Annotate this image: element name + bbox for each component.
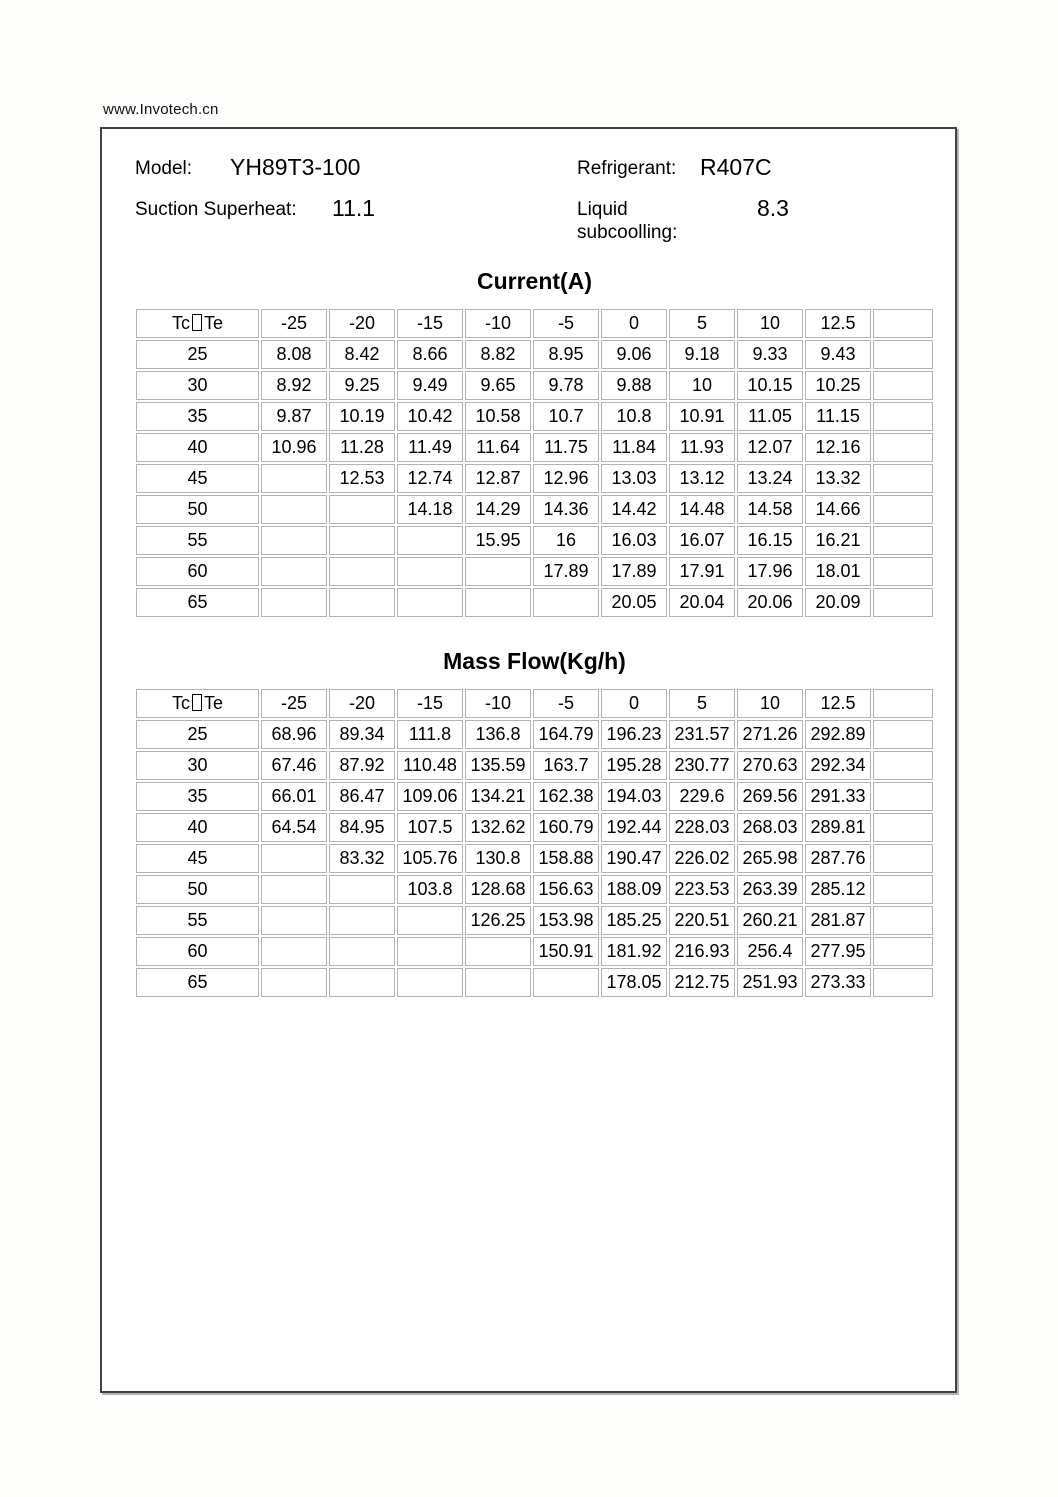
value-cell: 9.18 (669, 340, 735, 369)
value-cell: 12.07 (737, 433, 803, 462)
suction-superheat-label: Suction Superheat: (135, 199, 297, 220)
header-row (136, 689, 933, 718)
column-header-cell: -5 (533, 309, 599, 338)
value-cell: 16.03 (601, 526, 667, 555)
empty-cell (873, 433, 933, 462)
value-cell: 17.91 (669, 557, 735, 586)
value-cell (465, 588, 531, 617)
table-row (136, 751, 933, 780)
value-cell (261, 495, 327, 524)
value-cell (261, 968, 327, 997)
table-row (136, 813, 933, 842)
value-cell: 86.47 (329, 782, 395, 811)
header-row (136, 309, 933, 338)
value-cell: 9.25 (329, 371, 395, 400)
value-cell: 281.87 (805, 906, 871, 935)
value-cell: 8.66 (397, 340, 463, 369)
value-cell: 289.81 (805, 813, 871, 842)
empty-cell (873, 340, 933, 369)
row-label-cell: 50 (136, 875, 259, 904)
value-cell: 153.98 (533, 906, 599, 935)
value-cell: 162.38 (533, 782, 599, 811)
value-cell: 12.53 (329, 464, 395, 493)
value-cell: 11.64 (465, 433, 531, 462)
value-cell: 8.95 (533, 340, 599, 369)
value-cell: 20.09 (805, 588, 871, 617)
value-cell: 16 (533, 526, 599, 555)
value-cell: 14.42 (601, 495, 667, 524)
value-cell (533, 588, 599, 617)
empty-cell (873, 906, 933, 935)
value-cell: 134.21 (465, 782, 531, 811)
value-cell: 277.95 (805, 937, 871, 966)
value-cell: 12.87 (465, 464, 531, 493)
value-cell: 150.91 (533, 937, 599, 966)
value-cell: 220.51 (669, 906, 735, 935)
value-cell (329, 557, 395, 586)
empty-cell (873, 557, 933, 586)
empty-cell (873, 751, 933, 780)
value-cell: 11.28 (329, 433, 395, 462)
row-label-cell: 45 (136, 464, 259, 493)
value-cell: 13.24 (737, 464, 803, 493)
value-cell (261, 875, 327, 904)
value-cell (329, 588, 395, 617)
suction-superheat-value: 11.1 (332, 195, 376, 221)
value-cell: 17.89 (601, 557, 667, 586)
table-row (136, 588, 933, 617)
value-cell: 10.25 (805, 371, 871, 400)
value-cell: 9.49 (397, 371, 463, 400)
value-cell: 230.77 (669, 751, 735, 780)
row-label-cell: 45 (136, 844, 259, 873)
value-cell (261, 464, 327, 493)
value-cell: 12.96 (533, 464, 599, 493)
table-row (136, 875, 933, 904)
value-cell: 9.78 (533, 371, 599, 400)
value-cell (261, 588, 327, 617)
value-cell: 14.29 (465, 495, 531, 524)
refrigerant-value: R407C (700, 154, 772, 180)
column-header-cell: -25 (261, 689, 327, 718)
value-cell (329, 526, 395, 555)
value-cell: 16.15 (737, 526, 803, 555)
value-cell: 126.25 (465, 906, 531, 935)
value-cell: 9.87 (261, 402, 327, 431)
current-table-title: Current(A) (477, 268, 592, 294)
row-label-cell: 30 (136, 371, 259, 400)
value-cell: 136.8 (465, 720, 531, 749)
current-table-section (134, 267, 935, 619)
current-table (134, 307, 935, 619)
value-cell: 10.7 (533, 402, 599, 431)
value-cell: 8.08 (261, 340, 327, 369)
table-row (136, 782, 933, 811)
row-label-cell: 65 (136, 588, 259, 617)
value-cell: 185.25 (601, 906, 667, 935)
value-cell: 64.54 (261, 813, 327, 842)
value-cell (329, 495, 395, 524)
value-cell: 260.21 (737, 906, 803, 935)
value-cell: 8.42 (329, 340, 395, 369)
empty-header-cell (873, 689, 933, 718)
column-header-cell: 10 (737, 309, 803, 338)
value-cell: 11.93 (669, 433, 735, 462)
empty-cell (873, 875, 933, 904)
value-cell (397, 937, 463, 966)
column-header-cell: -25 (261, 309, 327, 338)
value-cell: 66.01 (261, 782, 327, 811)
column-header-cell: -20 (329, 309, 395, 338)
value-cell: 12.74 (397, 464, 463, 493)
table-row (136, 937, 933, 966)
table-row (136, 402, 933, 431)
value-cell: 292.34 (805, 751, 871, 780)
value-cell: 265.98 (737, 844, 803, 873)
corner-suffix: Te (203, 693, 223, 713)
empty-cell (873, 371, 933, 400)
value-cell: 273.33 (805, 968, 871, 997)
corner-prefix: Tc (171, 693, 190, 713)
value-cell: 20.06 (737, 588, 803, 617)
value-cell: 15.95 (465, 526, 531, 555)
value-cell: 160.79 (533, 813, 599, 842)
empty-cell (873, 720, 933, 749)
value-cell: 178.05 (601, 968, 667, 997)
value-cell: 263.39 (737, 875, 803, 904)
value-cell (261, 906, 327, 935)
value-cell (397, 906, 463, 935)
value-cell: 18.01 (805, 557, 871, 586)
corner-suffix: Te (203, 313, 223, 333)
value-cell: 14.18 (397, 495, 463, 524)
value-cell: 14.48 (669, 495, 735, 524)
value-cell: 216.93 (669, 937, 735, 966)
refrigerant-label: Refrigerant: (577, 158, 677, 179)
column-header-cell: 5 (669, 689, 735, 718)
value-cell: 8.92 (261, 371, 327, 400)
value-cell: 194.03 (601, 782, 667, 811)
value-cell: 9.65 (465, 371, 531, 400)
row-label-cell: 25 (136, 340, 259, 369)
row-label-cell: 35 (136, 782, 259, 811)
value-cell: 14.66 (805, 495, 871, 524)
table-row (136, 526, 933, 555)
column-header-cell: 0 (601, 309, 667, 338)
value-cell (465, 557, 531, 586)
value-cell (329, 968, 395, 997)
value-cell (261, 557, 327, 586)
value-cell: 128.68 (465, 875, 531, 904)
value-cell (397, 526, 463, 555)
liquid-subcooling-label: Liquid subcoolling: (577, 199, 678, 243)
table-row (136, 557, 933, 586)
value-cell: 269.56 (737, 782, 803, 811)
value-cell (329, 937, 395, 966)
massflow-table-title: Mass Flow(Kg/h) (443, 648, 626, 674)
row-label-cell: 30 (136, 751, 259, 780)
value-cell: 10.58 (465, 402, 531, 431)
table-row (136, 844, 933, 873)
value-cell: 13.12 (669, 464, 735, 493)
value-cell: 164.79 (533, 720, 599, 749)
value-cell: 135.59 (465, 751, 531, 780)
value-cell: 156.63 (533, 875, 599, 904)
value-cell: 229.6 (669, 782, 735, 811)
value-cell: 196.23 (601, 720, 667, 749)
value-cell: 268.03 (737, 813, 803, 842)
value-cell: 9.06 (601, 340, 667, 369)
value-cell: 190.47 (601, 844, 667, 873)
missing-glyph-box-icon (192, 694, 202, 711)
column-header-cell: -5 (533, 689, 599, 718)
value-cell: 292.89 (805, 720, 871, 749)
massflow-table-section (134, 647, 935, 999)
value-cell: 20.05 (601, 588, 667, 617)
value-cell: 11.84 (601, 433, 667, 462)
value-cell: 251.93 (737, 968, 803, 997)
value-cell: 163.7 (533, 751, 599, 780)
value-cell: 11.15 (805, 402, 871, 431)
row-label-cell: 65 (136, 968, 259, 997)
value-cell: 14.58 (737, 495, 803, 524)
value-cell: 10 (669, 371, 735, 400)
value-cell (329, 906, 395, 935)
model-label: Model: (135, 158, 193, 179)
value-cell: 111.8 (397, 720, 463, 749)
column-header-cell: -15 (397, 309, 463, 338)
value-cell: 67.46 (261, 751, 327, 780)
column-header-cell: 10 (737, 689, 803, 718)
value-cell: 231.57 (669, 720, 735, 749)
column-header-cell: 12.5 (805, 309, 871, 338)
value-cell: 181.92 (601, 937, 667, 966)
empty-cell (873, 813, 933, 842)
value-cell (465, 937, 531, 966)
column-header-cell: -10 (465, 689, 531, 718)
value-cell: 9.33 (737, 340, 803, 369)
value-cell: 84.95 (329, 813, 395, 842)
value-cell: 223.53 (669, 875, 735, 904)
value-cell: 17.96 (737, 557, 803, 586)
empty-cell (873, 937, 933, 966)
row-label-cell: 40 (136, 813, 259, 842)
value-cell (397, 968, 463, 997)
value-cell: 287.76 (805, 844, 871, 873)
value-cell (533, 968, 599, 997)
site-url: www.Invotech.cn (103, 101, 219, 118)
column-header-cell: -15 (397, 689, 463, 718)
liquid-subcooling-value: 8.3 (757, 195, 789, 221)
value-cell: 9.88 (601, 371, 667, 400)
row-label-cell: 60 (136, 937, 259, 966)
value-cell: 11.05 (737, 402, 803, 431)
value-cell: 109.06 (397, 782, 463, 811)
empty-cell (873, 526, 933, 555)
table-row (136, 371, 933, 400)
column-header-cell: 5 (669, 309, 735, 338)
value-cell: 9.43 (805, 340, 871, 369)
value-cell: 10.42 (397, 402, 463, 431)
empty-cell (873, 844, 933, 873)
value-cell: 228.03 (669, 813, 735, 842)
value-cell: 132.62 (465, 813, 531, 842)
empty-cell (873, 402, 933, 431)
value-cell: 17.89 (533, 557, 599, 586)
value-cell (261, 526, 327, 555)
value-cell: 188.09 (601, 875, 667, 904)
value-cell: 11.49 (397, 433, 463, 462)
missing-glyph-box-icon (192, 314, 202, 331)
value-cell: 212.75 (669, 968, 735, 997)
column-header-cell: 0 (601, 689, 667, 718)
value-cell: 158.88 (533, 844, 599, 873)
column-header-cell: 12.5 (805, 689, 871, 718)
row-label-cell: 35 (136, 402, 259, 431)
value-cell: 14.36 (533, 495, 599, 524)
value-cell: 285.12 (805, 875, 871, 904)
value-cell: 226.02 (669, 844, 735, 873)
document-frame (100, 127, 957, 1393)
table-row (136, 495, 933, 524)
value-cell (465, 968, 531, 997)
value-cell: 83.32 (329, 844, 395, 873)
value-cell (397, 557, 463, 586)
model-value: YH89T3-100 (230, 154, 361, 180)
value-cell: 107.5 (397, 813, 463, 842)
value-cell: 291.33 (805, 782, 871, 811)
value-cell: 8.82 (465, 340, 531, 369)
column-header-cell: -20 (329, 689, 395, 718)
value-cell: 16.07 (669, 526, 735, 555)
table-row (136, 720, 933, 749)
value-cell: 87.92 (329, 751, 395, 780)
value-cell: 195.28 (601, 751, 667, 780)
row-label-cell: 55 (136, 526, 259, 555)
table-row (136, 968, 933, 997)
value-cell: 105.76 (397, 844, 463, 873)
value-cell: 16.21 (805, 526, 871, 555)
value-cell: 271.26 (737, 720, 803, 749)
value-cell: 13.03 (601, 464, 667, 493)
value-cell: 68.96 (261, 720, 327, 749)
value-cell: 110.48 (397, 751, 463, 780)
value-cell (261, 844, 327, 873)
value-cell: 12.16 (805, 433, 871, 462)
value-cell: 10.8 (601, 402, 667, 431)
empty-cell (873, 588, 933, 617)
empty-cell (873, 968, 933, 997)
value-cell: 256.4 (737, 937, 803, 966)
table-row (136, 906, 933, 935)
table-row (136, 464, 933, 493)
value-cell: 89.34 (329, 720, 395, 749)
value-cell: 103.8 (397, 875, 463, 904)
empty-cell (873, 782, 933, 811)
row-label-cell: 40 (136, 433, 259, 462)
massflow-table (134, 687, 935, 999)
value-cell (261, 937, 327, 966)
value-cell (329, 875, 395, 904)
value-cell: 11.75 (533, 433, 599, 462)
corner-header-cell (136, 309, 259, 338)
value-cell: 20.04 (669, 588, 735, 617)
column-header-cell: -10 (465, 309, 531, 338)
row-label-cell: 55 (136, 906, 259, 935)
value-cell: 130.8 (465, 844, 531, 873)
value-cell: 10.96 (261, 433, 327, 462)
empty-cell (873, 464, 933, 493)
value-cell (397, 588, 463, 617)
value-cell: 10.91 (669, 402, 735, 431)
value-cell: 10.15 (737, 371, 803, 400)
value-cell: 270.63 (737, 751, 803, 780)
value-cell: 13.32 (805, 464, 871, 493)
corner-header-cell (136, 689, 259, 718)
empty-header-cell (873, 309, 933, 338)
value-cell: 10.19 (329, 402, 395, 431)
row-label-cell: 50 (136, 495, 259, 524)
value-cell: 192.44 (601, 813, 667, 842)
row-label-cell: 25 (136, 720, 259, 749)
empty-cell (873, 495, 933, 524)
corner-prefix: Tc (171, 313, 190, 333)
table-row (136, 433, 933, 462)
row-label-cell: 60 (136, 557, 259, 586)
table-row (136, 340, 933, 369)
